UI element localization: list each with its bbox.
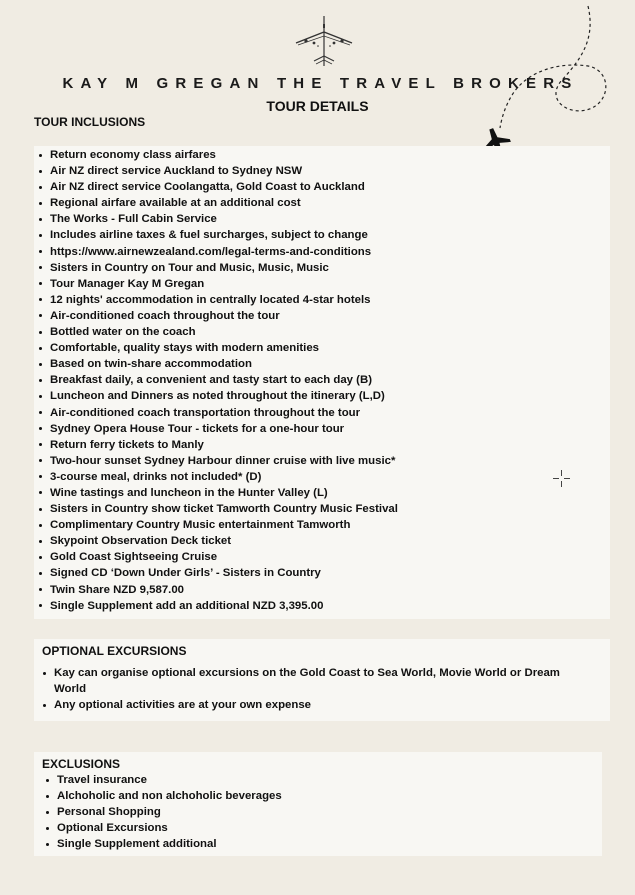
list-item: Air-conditioned coach transportation throughout the tour [50,405,398,421]
inclusions-list [50,147,398,614]
inclusions-heading: TOUR INCLUSIONS [34,115,146,129]
list-item: Skypoint Observation Deck ticket [50,533,398,549]
list-item: Luncheon and Dinners as noted throughout the itinerary (L,D) [50,388,398,404]
list-item: Includes airline taxes & fuel surcharges, subject to change [50,227,398,243]
inclusions-panel [34,146,610,619]
list-item: Personal Shopping [57,804,282,820]
list-item: Single Supplement additional [57,836,282,852]
list-item: Alchoholic and non alchoholic beverages [57,788,282,804]
list-item: Sisters in Country on Tour and Music, Music, Music [50,260,398,276]
list-item: Return economy class airfares [50,147,398,163]
optional-excursions-panel [34,639,610,721]
exclusions-panel [34,752,602,856]
list-item: Signed CD ‘Down Under Girls’ - Sisters in Country [50,565,398,581]
optional-excursions-heading: OPTIONAL EXCURSIONS [42,644,187,658]
exclusions-heading: EXCLUSIONS [42,757,121,771]
list-item: Air NZ direct service Coolangatta, Gold Coast to Auckland [50,179,398,195]
list-item: The Works - Full Cabin Service [50,211,398,227]
list-item: Air-conditioned coach throughout the tour [50,308,398,324]
list-item: Bottled water on the coach [50,324,398,340]
list-item: Breakfast daily, a convenient and tasty start to each day (B) [50,372,398,388]
list-item: Return ferry tickets to Manly [50,437,398,453]
page-title: TOUR DETAILS [266,98,369,114]
list-item: Gold Coast Sightseeing Cruise [50,549,398,565]
list-item: Any optional activities are at your own expense [54,697,594,713]
list-item-link[interactable]: https://www.airnewzealand.com/legal-terms-and-conditions [50,244,398,260]
list-item: Kay can organise optional excursions on the Gold Coast to Sea World, Movie World or Dream World [54,665,594,697]
list-item: Travel insurance [57,772,282,788]
list-item: Complimentary Country Music entertainment Tamworth [50,517,398,533]
exclusions-list [57,772,282,852]
list-item: Sisters in Country show ticket Tamworth Country Music Festival [50,501,398,517]
list-item: Comfortable, quality stays with modern amenities [50,340,398,356]
list-item: Single Supplement add an additional NZD 3,395.00 [50,598,398,614]
airplane-logo-icon [294,14,354,70]
list-item: Tour Manager Kay M Gregan [50,276,398,292]
list-item: 3-course meal, drinks not included* (D) [50,469,398,485]
optional-excursions-list [54,665,594,713]
list-item: Sydney Opera House Tour - tickets for a one-hour tour [50,421,398,437]
list-item: Optional Excursions [57,820,282,836]
crosshair-cursor-icon [553,470,570,487]
list-item: Air NZ direct service Auckland to Sydney NSW [50,163,398,179]
list-item: 12 nights' accommodation in centrally located 4-star hotels [50,292,398,308]
brand-name: KAY M GREGAN THE TRAVEL BROKERS [62,75,579,92]
list-item: Regional airfare available at an additional cost [50,195,398,211]
list-item: Based on twin-share accommodation [50,356,398,372]
list-item: Two-hour sunset Sydney Harbour dinner cruise with live music* [50,453,398,469]
list-item: Twin Share NZD 9,587.00 [50,582,398,598]
list-item: Wine tastings and luncheon in the Hunter Valley (L) [50,485,398,501]
